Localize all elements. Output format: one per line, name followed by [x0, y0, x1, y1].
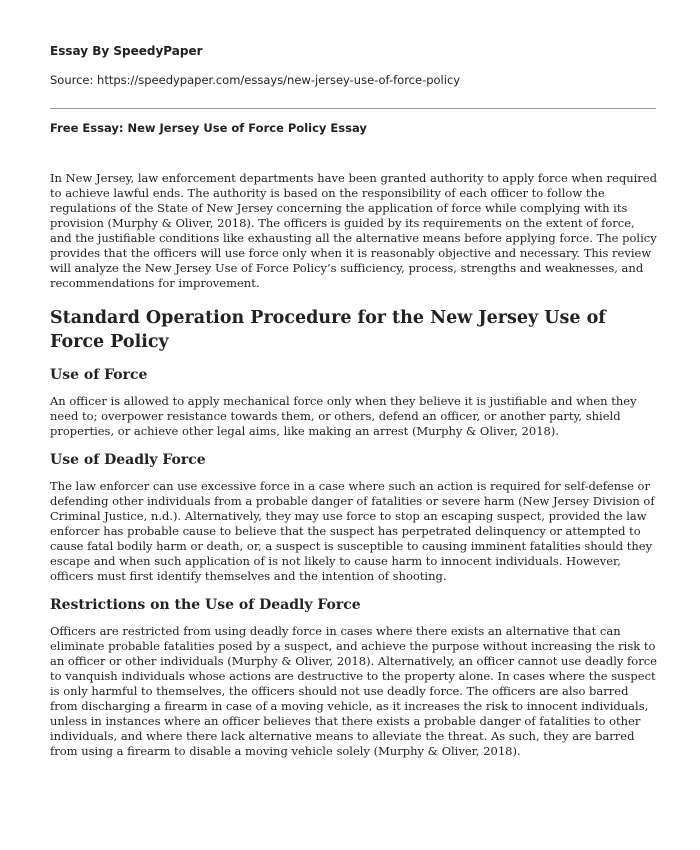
section-heading: Standard Operation Procedure for the New Jersey Use of Force Policy: [50, 308, 606, 352]
subheading-use-of-deadly-force: Use of Deadly Force: [50, 452, 206, 468]
header-divider: [50, 108, 656, 109]
source-line: Source: https://speedypaper.com/essays/new-jersey-use-of-force-policy: [50, 73, 461, 87]
intro-paragraph: In New Jersey, law enforcement departments have been granted authority to apply force when required to achieve lawful ends. The authority is based on the responsibility of each officer to follow the regulations of the State of New Jersey concerning the application of force while complying with its provision (Murphy & Oliver, 2018). The officers is guided by its requirements on the extent of force, and the justifiable conditions like exhausting all the alternative means before applying force. The policy provides that the officers will use force only when it is reasonably objective and necessary. This review will analyze the New Jersey Use of Force Policy’s sufficiency, process, strengths and weaknesses, and recommendations for improvement.: [50, 171, 657, 290]
essay-content: [50, 171, 658, 759]
publisher-label: Essay By SpeedyPaper: [50, 44, 203, 58]
paragraph-use-of-deadly-force: The law enforcer can use excessive force in a case where such an action is required for self-defense or defending other individuals from a probable danger of fatalities or severe harm (New Jersey Division of Criminal Justice, n.d.). Alternatively, they may use force to stop an escaping suspect, provided the law enforcer has probable cause to believe that the suspect has perpetrated delinquency or attempted to cause fatal bodily harm or death, or, a suspect is susceptible to causing imminent fatalities should they escape and when such application of is not likely to cause harm to innocent individuals. However, officers must first identify themselves and the intention of shooting.: [50, 479, 655, 583]
subheading-restrictions: Restrictions on the Use of Deadly Force: [50, 597, 361, 613]
subheading-use-of-force: Use of Force: [50, 367, 148, 383]
paragraph-use-of-force: An officer is allowed to apply mechanical force only when they believe it is justifiable and when they need to; overpower resistance towards them, or others, defend an officer, or another party, shield properties, or achieve other legal aims, like making an arrest (Murphy & Oliver, 2018).: [50, 394, 637, 438]
paragraph-restrictions: Officers are restricted from using deadly force in cases where there exists an alternative that can eliminate probable fatalities posed by a suspect, and achieve the purpose without increasing the risk to an officer or other individuals (Murphy & Oliver, 2018). Alternatively, an officer cannot use deadly force to vanquish individuals whose actions are destructive to the property alone. In cases where the suspect is only harmful to themselves, the officers should not use deadly force. The officers are also barred from discharging a firearm in case of a moving vehicle, as it increases the risk to innocent individuals, unless in instances where an officer believes that there exists a probable danger of fatalities to other individuals, and where there lack alternative means to alleviate the threat. As such, they are barred from using a firearm to disable a moving vehicle solely (Murphy & Oliver, 2018).: [50, 624, 657, 758]
essay-title: Free Essay: New Jersey Use of Force Policy Essay: [50, 121, 367, 135]
